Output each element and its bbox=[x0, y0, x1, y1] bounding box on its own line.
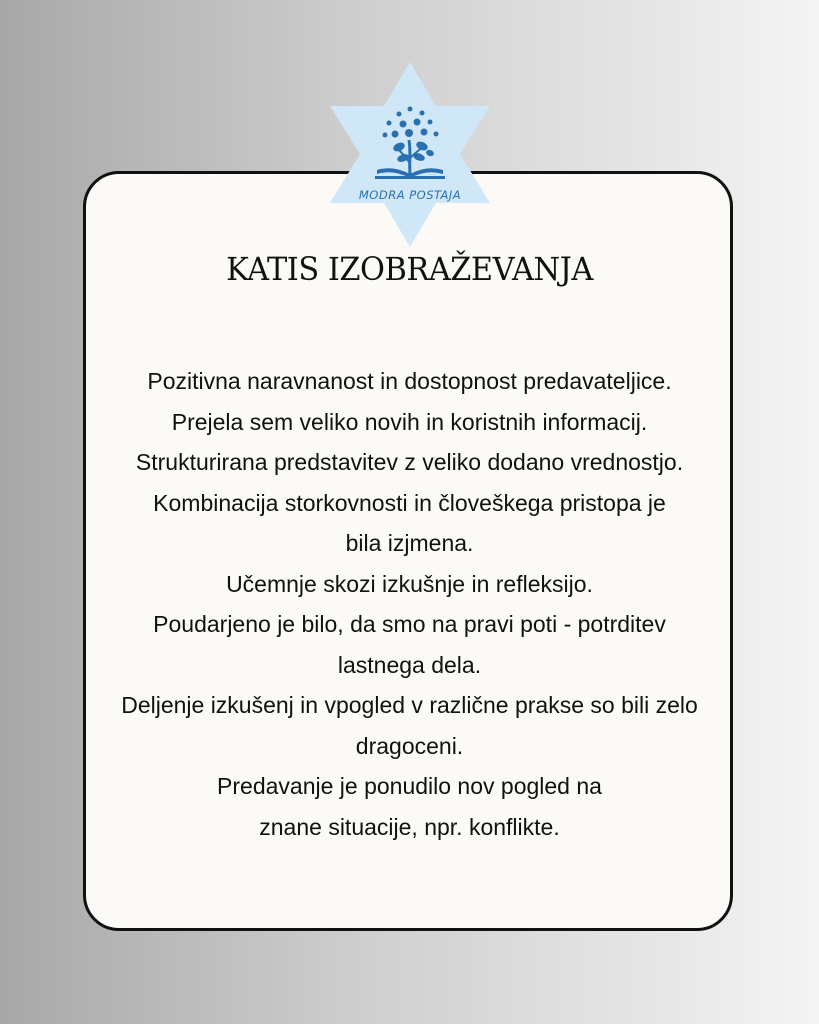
feedback-item: Predavanje je ponudilo nov pogled na znane situacije, npr. konflikte. bbox=[217, 773, 602, 840]
tree-book-icon bbox=[329, 62, 491, 247]
logo-badge bbox=[329, 62, 491, 247]
feedback-item: Prejela sem veliko novih in koristnih informacij. bbox=[171, 408, 648, 435]
page-title: KATIS IZOBRAŽEVANJA bbox=[226, 250, 593, 288]
feedback-item: Poudarjeno je bilo, da smo na pravi poti - potrditev lastnega dela. bbox=[153, 611, 666, 678]
feedback-item: Pozitivna naravnanost in dostopnost predavateljice. bbox=[147, 368, 672, 394]
feedback-item: Strukturirana predstavitev z veliko dodano vrednostjo. bbox=[135, 449, 684, 475]
feedback-list bbox=[83, 361, 736, 847]
feedback-item: Kombinacija storkovnosti in človeškega pristopa je bila izjmena. bbox=[153, 489, 666, 556]
feedback-item: Učemnje skozi izkušnje in refleksijo. bbox=[226, 570, 593, 597]
feedback-item: Deljenje izkušenj in vpogled v različne prakse so bili zelo dragoceni. bbox=[121, 692, 698, 759]
logo-text: MODRA POSTAJA bbox=[358, 188, 462, 202]
